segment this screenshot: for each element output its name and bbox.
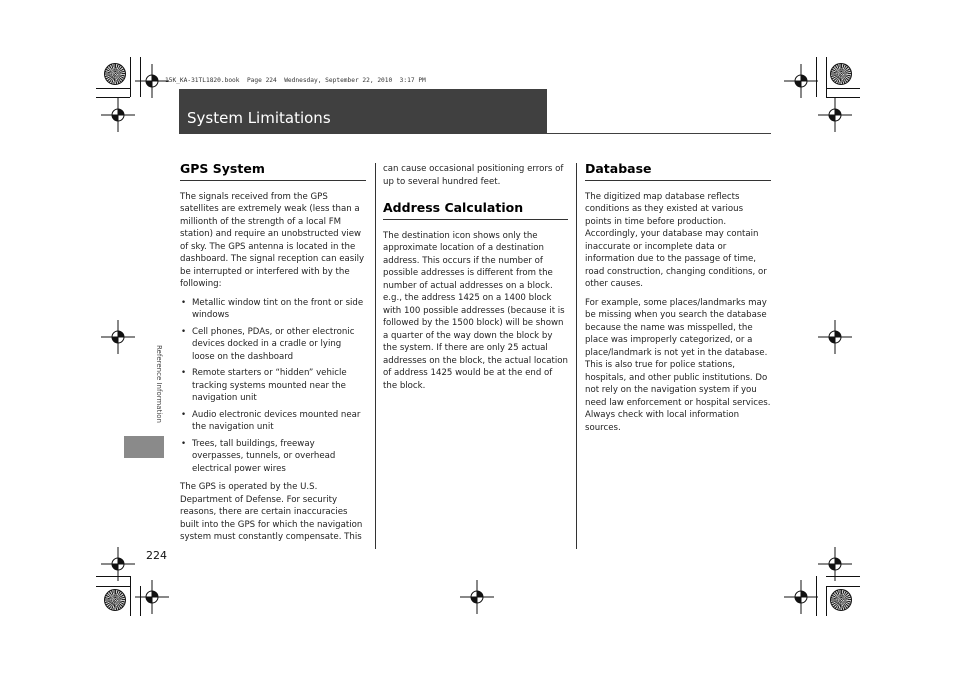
registration-mark-icon bbox=[101, 547, 135, 581]
gps-heading: GPS System bbox=[180, 163, 366, 181]
registration-mark-icon bbox=[784, 580, 818, 614]
registration-mark-icon bbox=[818, 320, 852, 354]
section-banner bbox=[179, 89, 547, 134]
registration-mark-icon bbox=[784, 64, 818, 98]
list-item: • Cell phones, PDAs, or other electronic devices docked in a cradle or lying loose on the dashboard bbox=[180, 326, 366, 364]
database-heading: Database bbox=[585, 163, 771, 181]
registration-mark-icon bbox=[101, 320, 135, 354]
list-item: • Audio electronic devices mounted near the navigation unit bbox=[180, 409, 366, 434]
address-body: The destination icon shows only the approximate location of a destination address. This occurs if the number of possible addresses is different from the number of actual addresses on a block. e.g., the address 1425 on a 1400 block with 100 possible addresses (because it is followed by the 1500 block) will be shown a quarter of the way down the block by the system. If there are only 25 actual addresses on the block, the actual location of address 1425 would be at the end of the block. bbox=[383, 230, 568, 391]
gps-closing: The GPS is operated by the U.S. Department of Defense. For security reasons, there are certain inaccuracies built into the GPS for which the navigation system must constantly compensate. This bbox=[180, 482, 363, 542]
gps-intro: The signals received from the GPS satellites are extremely weak (less than a millionth of the strength of a local FM station) and require an unobstructed view of sky. The GPS antenna is located in the dashboard. The signal reception can easily be interrupted or interfered with by the following: bbox=[180, 191, 365, 289]
gps-interference-list bbox=[180, 297, 366, 476]
page-number: 224 bbox=[146, 549, 167, 562]
color-star-icon bbox=[830, 589, 852, 611]
color-star-icon bbox=[830, 63, 852, 85]
database-para-2: For example, some places/landmarks may be missing when you search the database because the name was misspelled, the place was improperly categorized, or a place/landmark is not yet in the database. This is also true for police stations, hospitals, and other public institutions. Do not rely on the navigation system if you need law enforcement or hospital services. Always check with local information sources. bbox=[585, 297, 771, 433]
registration-mark-icon bbox=[101, 98, 135, 132]
color-star-icon bbox=[104, 63, 126, 85]
column-divider bbox=[576, 163, 577, 549]
header-rule bbox=[547, 133, 771, 134]
gps-column bbox=[180, 163, 366, 550]
registration-mark-icon bbox=[818, 547, 852, 581]
list-item: • Remote starters or “hidden” vehicle tracking systems mounted near the navigation unit bbox=[180, 367, 366, 405]
address-column bbox=[383, 163, 568, 398]
registration-mark-icon bbox=[135, 580, 169, 614]
database-column bbox=[585, 163, 771, 440]
color-star-icon bbox=[104, 589, 126, 611]
registration-mark-icon bbox=[460, 580, 494, 614]
registration-mark-icon bbox=[135, 64, 169, 98]
address-heading: Address Calculation bbox=[383, 202, 568, 220]
gps-continuation: can cause occasional positioning errors of up to several hundred feet. bbox=[383, 164, 564, 187]
column-divider bbox=[375, 163, 376, 549]
list-item: • Metallic window tint on the front or side windows bbox=[180, 297, 366, 322]
list-item: • Trees, tall buildings, freeway overpasses, tunnels, or overhead electrical power wires bbox=[180, 438, 366, 476]
registration-mark-icon bbox=[818, 98, 852, 132]
side-tab bbox=[124, 436, 164, 458]
book-info-line: 15K_KA-31TL1820.book Page 224 Wednesday, September 22, 2010 3:17 PM bbox=[165, 77, 426, 84]
database-para-1: The digitized map database reflects conditions as they existed at various points in time before production. Accordingly, your database may contain inaccurate or incomplete data or information due to the passage of time, road construction, changing conditions, or other causes. bbox=[585, 191, 767, 289]
side-tab-label: Reference Information bbox=[155, 345, 163, 423]
section-title: System Limitations bbox=[187, 109, 331, 127]
